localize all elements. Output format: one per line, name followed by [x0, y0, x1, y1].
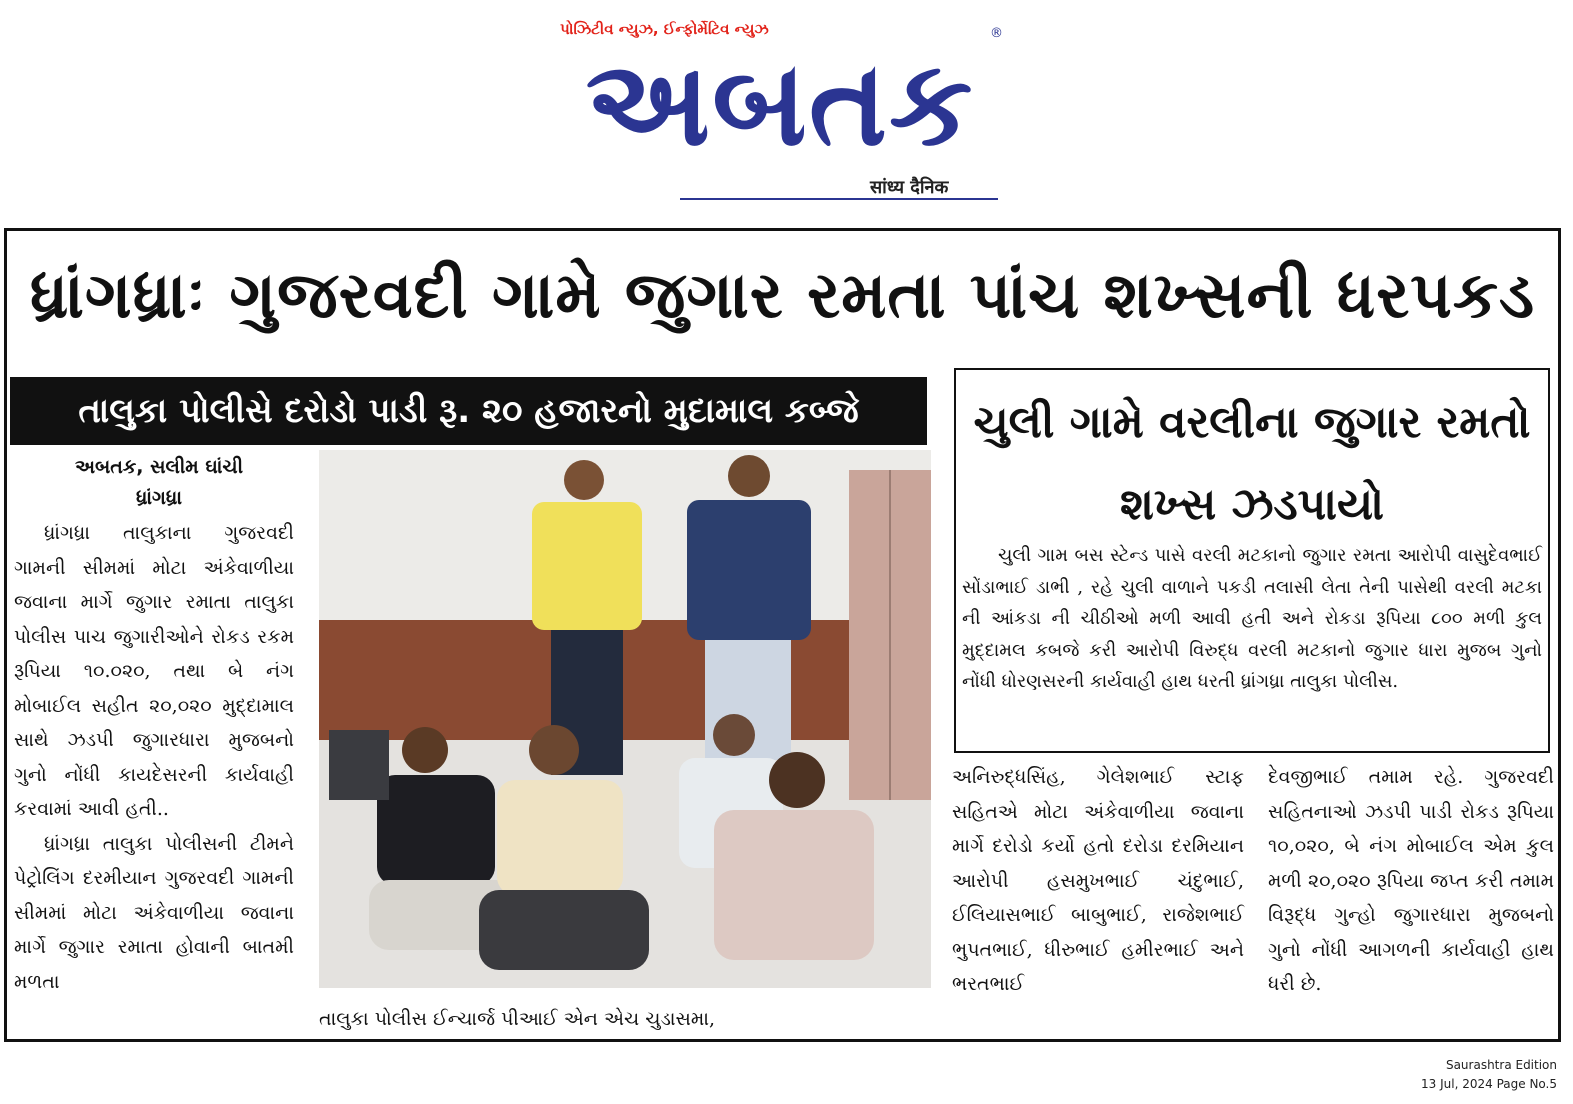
middle-paragraph: અનિરુદ્ધસિંહ, ગેલેશભાઈ સ્ટાફ સહિતએ મોટા અંકેવાળીયા જવાના માર્ગે દરોડો કર્યો હતો દરોડા દરમિયાન આરોપી હસમુખભાઈ ચંદુભાઈ, ઈલિયાસભાઈ બાબુભાઈ, રાજેશભાઈ ભુપતભાઈ, ધીરુભાઈ હમીરભાઈ અને ભરતભાઈ — [952, 766, 1244, 995]
masthead-underline — [680, 198, 998, 200]
left-paragraph-1: ધ્રાંગધ્રા તાલુકાના ગુજરવદી ગામની સીમમાં મોટા અંકેવાળીયા જવાના માર્ગે જુગાર રમાતા તાલુકા પોલીસ પાચ જુગારીઓને રોકડ રકમ રૂપિયા ૧૦.૦૨૦, તથા બે નંગ મોબાઈલ સહીત ૨૦,૦૨૦ મુદ્દામાલ સાથે ઝડપી જુગારધારા મુજબનો ગુનો નોંધી કાયદેસરની કાર્યવાહી કરવામાં આવી હતી.. — [14, 522, 294, 820]
sidebar-title: ચુલી ગામે વરલીના જુગાર રમતો શખ્સ ઝડપાયો — [973, 397, 1531, 530]
article-headline: ધ્રાંગધ્રાઃ ગુજરવદી ગામે જુગાર રમતા પાંચ શખ્સની ધરપકડ — [29, 259, 1536, 333]
masthead-subtitle: सांध्य दैनिक — [870, 177, 949, 198]
sidebar-paragraph: ચુલી ગામ બસ સ્ટેન્ડ પાસે વરલી મટકાનો જુગાર રમતા આરોપી વાસુદેવભાઈ સોંડાભાઈ ડાભી , રહે ચુલી વાળાને પકડી તલાસી લેતા તેની પાસેથી વરલી મટકા ની આંકડા ની ચીઠીઓ મળી આવી હતી અને રોકડા રૂપિયા ૮૦૦ મળી કુલ મુદ્દામલ કબજે કરી આરોપી વિરુદ્ધ વરલી મટકાનો જુગાર ધારા મુજબ ગુનો નોંધી ધોરણસરની કાર્યવાહી હાથ ધરતી ધ્રાંગધ્રા તાલુકા પોલીસ. — [962, 545, 1542, 692]
edition-label: Saurashtra Edition — [1445, 1058, 1557, 1072]
left-paragraph-2: ધ્રાંગધ્રા તાલુકા પોલીસની ટીમને પેટ્રોલિંગ દરમીયાન ગુજરવદી ગામની સીમમાં મોટા અંકેવાળીયા જવાના માર્ગે જુગાર રમાતા હોવાની બાતમી મળતા — [14, 832, 294, 993]
byline-author: અબતક, સલીમ ઘાંચી — [74, 456, 244, 478]
photo-caption-line: તાલુકા પોલીસ ઈન્ચાર્જ પીઆઈ એન એચ ચુડાસમા, — [319, 1008, 716, 1030]
right-paragraph: દેવજીભાઈ તમામ રહે. ગુજરવદી સહિતનાઓ ઝડપી પાડી રોકડ રૂપિયા ૧૦,૦૨૦, બે નંગ મોબાઈલ એમ કુલ મળી ૨૦,૦૨૦ રૂપિયા જપ્ત કરી તમામ વિરૂદ્ધ ગુન્હો જુગારધારા મુજબનો ગુનો નોંધી આગળની કાર્યવાહી હાથ ધરી છે. — [1268, 766, 1554, 995]
registered-mark: ® — [990, 26, 1003, 41]
byline — [14, 452, 304, 514]
news-photo — [319, 450, 931, 988]
masthead-tagline: પોઝિટીવ ન્યુઝ, ઈન્ફોર્મેટિવ ન્યુઝ — [560, 20, 769, 38]
right-column — [1268, 760, 1554, 1002]
byline-place: ધ્રાંગધ્રા — [136, 487, 182, 509]
sidebar-body — [962, 540, 1542, 698]
newspaper-logo: અબતક — [585, 34, 975, 172]
left-column — [14, 516, 294, 999]
article-subhead: તાલુકા પોલીસે દરોડો પાડી રૂ. ૨૦ હજારનો મુદામાલ કબ્જે — [78, 391, 859, 431]
middle-column — [952, 760, 1244, 1002]
page-info: 13 Jul, 2024 Page No.5 — [1421, 1077, 1557, 1091]
